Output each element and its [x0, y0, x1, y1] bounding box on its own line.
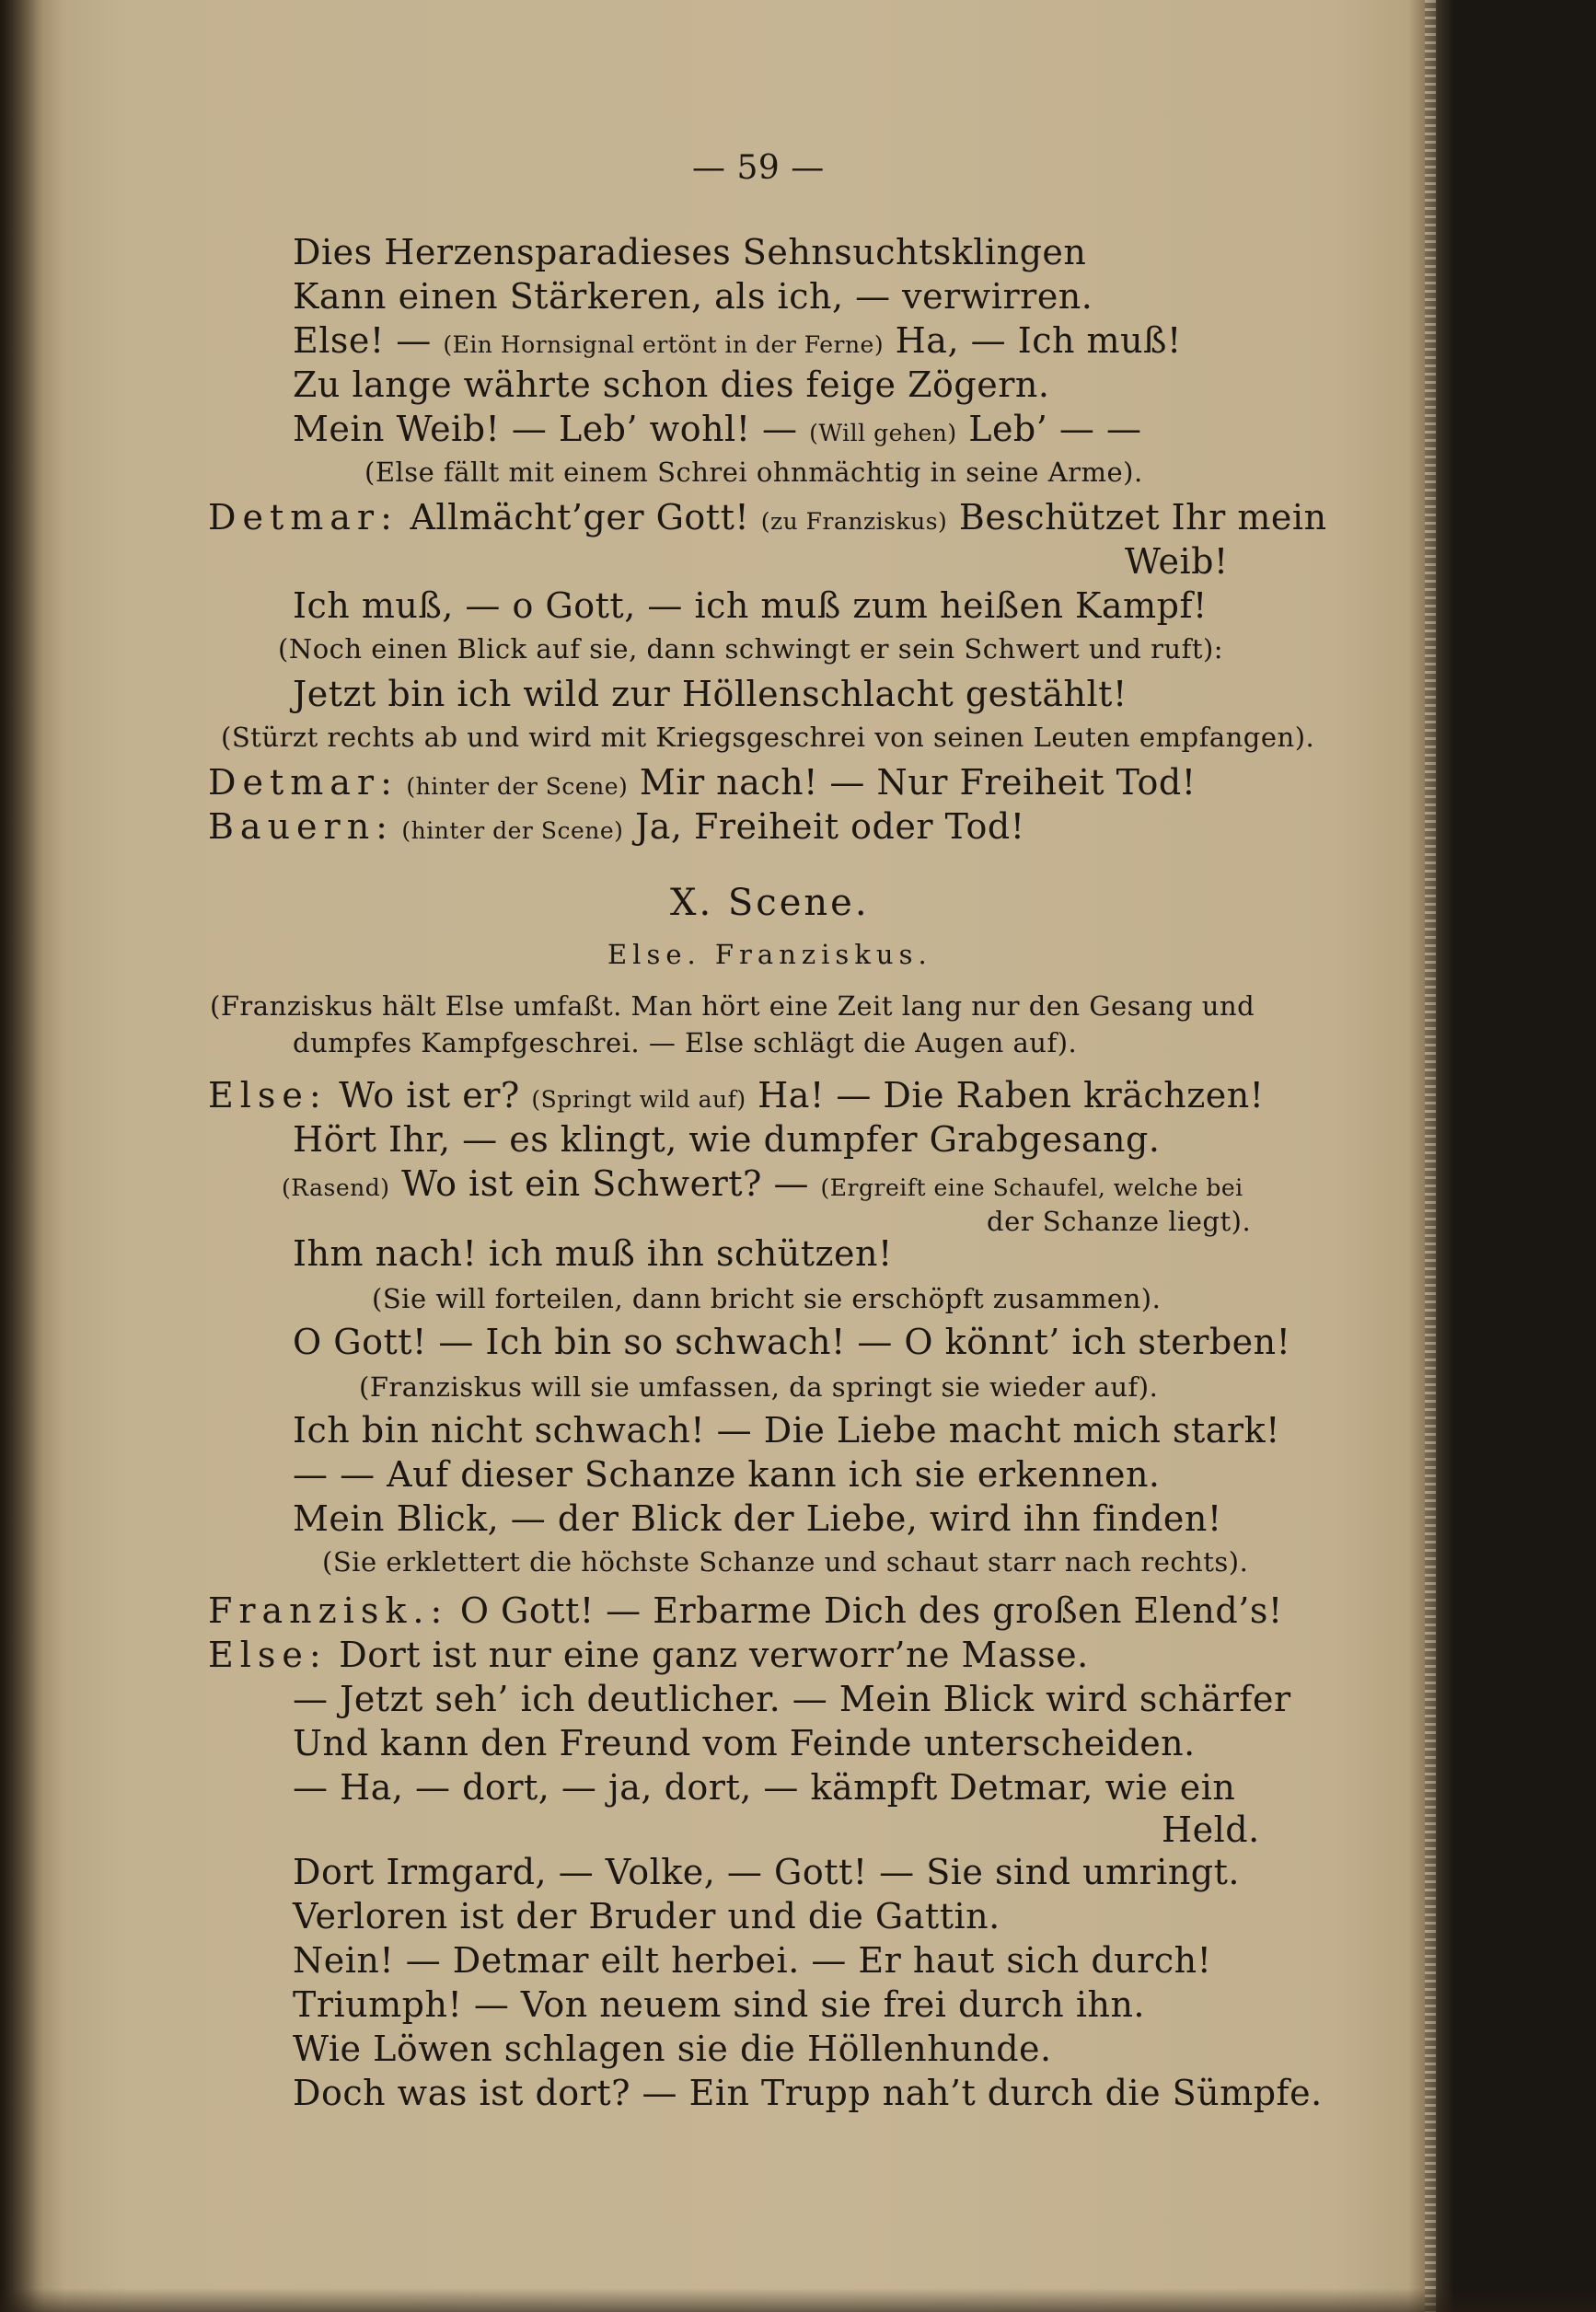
stage-direction: (Ein Hornsignal ertönt in der Ferne) [443, 331, 885, 358]
speaker-name: Franzisk.: [208, 1590, 449, 1631]
stage-direction: der Schanze liegt). [987, 1206, 1252, 1237]
verse-line: — Jetzt seh’ ich deutlicher. — Mein Blick wird schärfer [293, 1679, 1291, 1719]
verse-line: Mein Weib! — Leb’ wohl! — (Will gehen) Leb’ — — [293, 409, 1142, 449]
verse-line: Jetzt bin ich wild zur Höllenschlacht gestählt! [293, 674, 1128, 714]
scene-heading: X. Scene. [670, 882, 870, 924]
verse-line: — — Auf dieser Schanze kann ich sie erkennen. [293, 1454, 1161, 1495]
speaker-name: Else: [208, 1075, 328, 1116]
verse-line: Kann einen Stärkeren, als ich, — verwirren. [293, 276, 1093, 317]
stage-direction: (hinter der Scene) [398, 773, 629, 800]
stage-direction: (Sie erklettert die höchste Schanze und schaut starr nach rechts). [322, 1546, 1249, 1578]
page-number: — 59 — [692, 149, 825, 187]
dialogue-line: Detmar: (hinter der Scene) Mir nach! — Nur Freiheit Tod! [208, 762, 1197, 803]
verse-line: Ihm nach! ich muß ihn schützen! [293, 1233, 893, 1274]
dialogue-line: Franzisk.: O Gott! — Erbarme Dich des großen Elend’s! [208, 1590, 1283, 1631]
stage-direction: (hinter der Scene) [393, 817, 624, 844]
stage-direction: (zu Franziskus) [760, 508, 948, 535]
verse-line: Und kann den Freund vom Feinde unterscheiden. [293, 1723, 1196, 1763]
stage-direction: (Noch einen Blick auf sie, dann schwingt er sein Schwert und ruft): [278, 633, 1224, 665]
verse-line: Verloren ist der Bruder und die Gattin. [293, 1896, 1000, 1936]
verse-line: O Gott! — Ich bin so schwach! — O könnt’ ich sterben! [293, 1322, 1291, 1362]
speaker-name: Detmar: [208, 762, 399, 803]
speaker-name: Detmar: [208, 497, 399, 538]
dialogue-line: Else: Dort ist nur eine ganz verworr’ne Masse. [208, 1635, 1089, 1675]
page-edge [1425, 0, 1436, 2312]
gutter-shadow [0, 0, 44, 2312]
verse-line: Zu lange währte schon dies feige Zögern. [293, 364, 1050, 405]
verse-line: Mein Blick, — der Blick der Liebe, wird ihn finden! [293, 1498, 1222, 1539]
stage-direction: (Stürzt rechts ab und wird mit Kriegsgeschrei von seinen Leuten empfangen). [221, 722, 1315, 753]
dialogue-line: Detmar: Allmächt’ger Gott! (zu Franziskus) Beschützet Ihr mein [208, 497, 1327, 538]
verse-line: Triumph! — Von neuem sind sie frei durch ihn. [293, 1984, 1146, 2025]
verse-line: Nein! — Detmar eilt herbei. — Er haut sich durch! [293, 1940, 1212, 1981]
verse-line: Else! — (Ein Hornsignal ertönt in der Ferne) Ha, — Ich muß! [293, 320, 1182, 361]
verse-line: Ich bin nicht schwach! — Die Liebe macht mich stark! [293, 1410, 1280, 1451]
scene-characters: Else. Franziskus. [607, 939, 932, 970]
stage-direction: (Rasend) [282, 1174, 390, 1201]
stage-direction: dumpfes Kampfgeschrei. — Else schlägt die Augen auf). [293, 1027, 1078, 1058]
verse-line: Wie Löwen schlagen sie die Höllenhunde. [293, 2029, 1052, 2069]
verse-line: Hört Ihr, — es klingt, wie dumpfer Grabgesang. [293, 1119, 1161, 1160]
speaker-name: Bauern: [208, 806, 394, 847]
stage-direction: (Sie will forteilen, dann bricht sie erschöpft zusammen). [372, 1283, 1162, 1314]
stage-direction: (Franziskus will sie umfassen, da springt sie wieder auf). [359, 1371, 1159, 1403]
stage-direction: (Will gehen) [809, 420, 957, 446]
dialogue-line: Bauern: (hinter der Scene) Ja, Freiheit oder Tod! [208, 806, 1025, 847]
stage-direction: (Franziskus hält Else umfaßt. Man hört eine Zeit lang nur den Gesang und [210, 990, 1255, 1022]
verse-line: Ich muß, — o Gott, — ich muß zum heißen Kampf! [293, 585, 1208, 626]
speaker-name: Else: [208, 1635, 328, 1675]
bottom-edge [0, 2288, 1596, 2312]
verse-line: (Rasend) Wo ist ein Schwert? — (Ergreift eine Schaufel, welche bei [282, 1163, 1243, 1204]
verse-line: Dort Irmgard, — Volke, — Gott! — Sie sind umringt. [293, 1852, 1240, 1892]
verse-line: Doch was ist dort? — Ein Trupp nah’t durch die Sümpfe. [293, 2073, 1323, 2113]
verse-line: Weib! [1125, 541, 1229, 582]
verse-line: — Ha, — dort, — ja, dort, — kämpft Detmar, wie ein [293, 1767, 1236, 1808]
stage-direction: (Springt wild auf) [531, 1086, 746, 1113]
dialogue-line: Else: Wo ist er? (Springt wild auf) Ha! — Die Raben krächzen! [208, 1075, 1265, 1116]
verse-line: Dies Herzensparadieses Sehnsuchtsklingen [293, 232, 1087, 272]
stage-direction: (Ergreift eine Schaufel, welche bei [820, 1174, 1243, 1201]
stage-direction: (Else fällt mit einem Schrei ohnmächtig in seine Arme). [364, 457, 1143, 488]
verse-line: Held. [1162, 1809, 1260, 1850]
